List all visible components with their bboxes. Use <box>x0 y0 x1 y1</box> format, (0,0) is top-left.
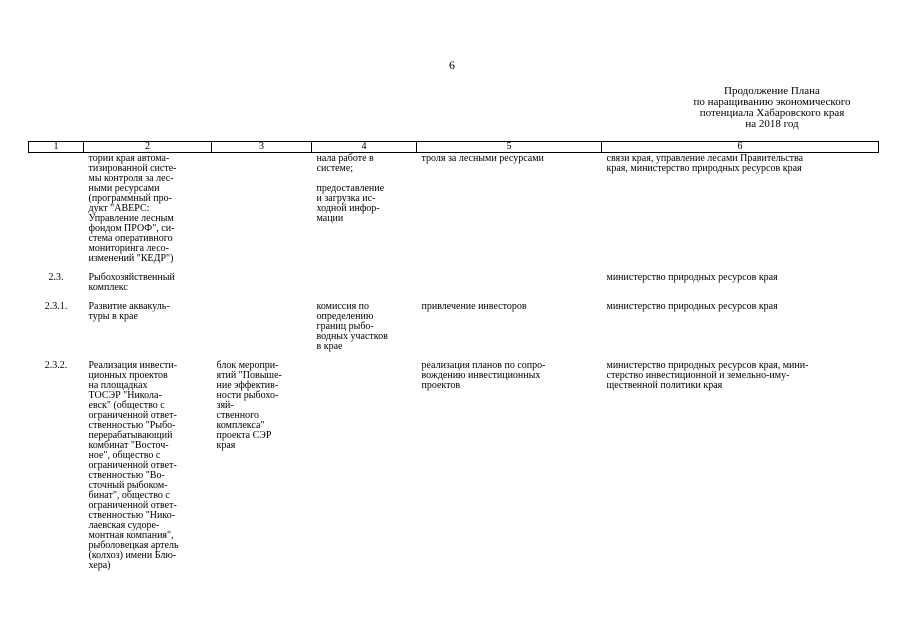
row-number: 2.3.2. <box>44 360 68 371</box>
activity-line: евск" (общество с <box>88 400 165 411</box>
result-line: привлечение инвесторов <box>421 301 527 312</box>
program-cell <box>212 360 312 579</box>
result-cell <box>417 360 602 579</box>
row-number <box>29 153 84 273</box>
column-header: 6 <box>602 142 879 153</box>
activity-line: стема оперативного <box>88 233 173 244</box>
table-row <box>29 360 879 579</box>
program-cell <box>212 272 312 301</box>
program-cell <box>212 301 312 360</box>
continuation-line: потенциала Хабаровского края <box>699 107 845 119</box>
activity-line: ное", общество с <box>88 450 161 461</box>
mechanism-cell <box>312 360 417 579</box>
activity-line: фондом ПРОФ", си- <box>88 223 175 234</box>
activity-line: на площадках <box>88 380 148 391</box>
activity-line: ными ресурсами <box>88 183 160 194</box>
program-line: края <box>216 440 236 451</box>
program-line: ние эффектив- <box>216 380 279 391</box>
activity-cell <box>84 153 212 273</box>
table-body <box>29 153 879 580</box>
plan-table <box>28 141 879 579</box>
responsible-line: министерство природных ресурсов края <box>606 272 778 283</box>
activity-line: ограниченной ответ- <box>88 500 177 511</box>
row-number: 2.3.1. <box>44 301 68 312</box>
continuation-heading <box>642 86 902 130</box>
activity-line: Управление лесным <box>88 213 174 224</box>
mechanism-cell <box>312 301 417 360</box>
column-header: 2 <box>84 142 212 153</box>
activity-cell <box>84 360 212 579</box>
result-line: троля за лесными ресурсами <box>421 153 544 164</box>
responsible-line: щественной политики края <box>606 380 723 391</box>
mechanism-line: системе; <box>316 163 354 174</box>
column-header: 3 <box>212 142 312 153</box>
mechanism-line: мации <box>316 213 344 224</box>
activity-line: Развитие аквакуль- <box>88 301 170 312</box>
mechanism-line: нала работе в <box>316 153 374 164</box>
activity-line: Реализация инвести- <box>88 360 178 371</box>
activity-cell <box>84 272 212 301</box>
mechanism-line: в крае <box>316 341 343 352</box>
row-number: 2.3. <box>48 272 64 283</box>
column-header: 5 <box>417 142 602 153</box>
table-row <box>29 153 879 273</box>
activity-line: ограниченной ответ- <box>88 460 177 471</box>
responsible-cell <box>602 301 879 360</box>
program-line: ятий "Повыше- <box>216 370 282 381</box>
responsible-line: министерство природных ресурсов края, мини- <box>606 360 809 371</box>
mechanism-cell <box>312 153 417 273</box>
activity-line: мы контроля за лес- <box>88 173 174 184</box>
activity-line: сточный рыбоком- <box>88 480 168 491</box>
activity-line: перерабатывающий <box>88 430 173 441</box>
column-header: 4 <box>312 142 417 153</box>
result-line: реализация планов по сопро- <box>421 360 546 371</box>
responsible-line: министерство природных ресурсов края <box>606 301 778 312</box>
activity-line: ТОСЭР "Никола- <box>88 390 162 401</box>
program-cell <box>212 153 312 273</box>
responsible-line: стерство инвестиционной и земельно-иму- <box>606 370 790 381</box>
activity-line: ственностью "Во- <box>88 470 165 481</box>
responsible-line: связи края, управление лесами Правительства <box>606 153 804 164</box>
activity-line: ственностью "Нико- <box>88 510 176 521</box>
result-cell <box>417 153 602 273</box>
responsible-cell <box>602 360 879 579</box>
activity-line: (колхоз) имени Блю- <box>88 550 177 561</box>
activity-line: ственностью "Рыбо- <box>88 420 176 431</box>
activity-line: (программный про- <box>88 193 172 204</box>
program-line: блок меропри- <box>216 360 279 371</box>
mechanism-line: определению <box>316 311 374 322</box>
program-line: ственного <box>216 410 259 421</box>
activity-line: тории края автома- <box>88 153 170 164</box>
activity-line: тизированной систе- <box>88 163 177 174</box>
responsible-line: края, министерство природных ресурсов края <box>606 163 802 174</box>
continuation-line: на 2018 год <box>745 118 799 130</box>
continuation-line: Продолжение Плана <box>724 85 820 97</box>
activity-line: дукт "АВЕРС: <box>88 203 150 214</box>
responsible-cell <box>602 153 879 273</box>
mechanism-cell <box>312 272 417 301</box>
activity-cell <box>84 301 212 360</box>
program-line: зяй- <box>216 400 234 411</box>
activity-line: туры в крае <box>88 311 138 322</box>
table-row <box>29 301 879 360</box>
program-line: проекта СЭР <box>216 430 272 441</box>
program-line: комплекса" <box>216 420 265 431</box>
result-line: проектов <box>421 380 461 391</box>
activity-line: монтная компания", <box>88 530 174 541</box>
activity-line: мониторинга лесо- <box>88 243 169 254</box>
activity-line: бинат", общество с <box>88 490 170 501</box>
activity-line: изменений "КЕДР") <box>88 253 174 264</box>
activity-line: ограниченной ответ- <box>88 410 177 421</box>
mechanism-line: и загрузка ис- <box>316 193 376 204</box>
activity-line: рыболовецкая артель <box>88 540 179 551</box>
header-row <box>29 142 879 153</box>
activity-line: комбинат "Восточ- <box>88 440 169 451</box>
activity-line: ционных проектов <box>88 370 168 381</box>
mechanism-line: водных участков <box>316 331 388 342</box>
result-cell <box>417 301 602 360</box>
activity-line: хера) <box>88 560 111 571</box>
activity-line: лаевская судоре- <box>88 520 160 531</box>
continuation-line: по наращиванию экономического <box>693 96 851 108</box>
result-cell <box>417 272 602 301</box>
result-line: вождению инвестиционных <box>421 370 541 381</box>
mechanism-line: комиссия по <box>316 301 370 312</box>
mechanism-line: ходной инфор- <box>316 203 380 214</box>
activity-line: комплекс <box>88 282 128 293</box>
activity-line: Рыбохозяйственный <box>88 272 175 283</box>
program-line: ности рыбохо- <box>216 390 279 401</box>
mechanism-line: границ рыбо- <box>316 321 374 332</box>
mechanism-line: предоставление <box>316 183 385 194</box>
column-header: 1 <box>29 142 84 153</box>
responsible-cell <box>602 272 879 301</box>
table-row <box>29 272 879 301</box>
page-number: 6 <box>449 58 455 72</box>
